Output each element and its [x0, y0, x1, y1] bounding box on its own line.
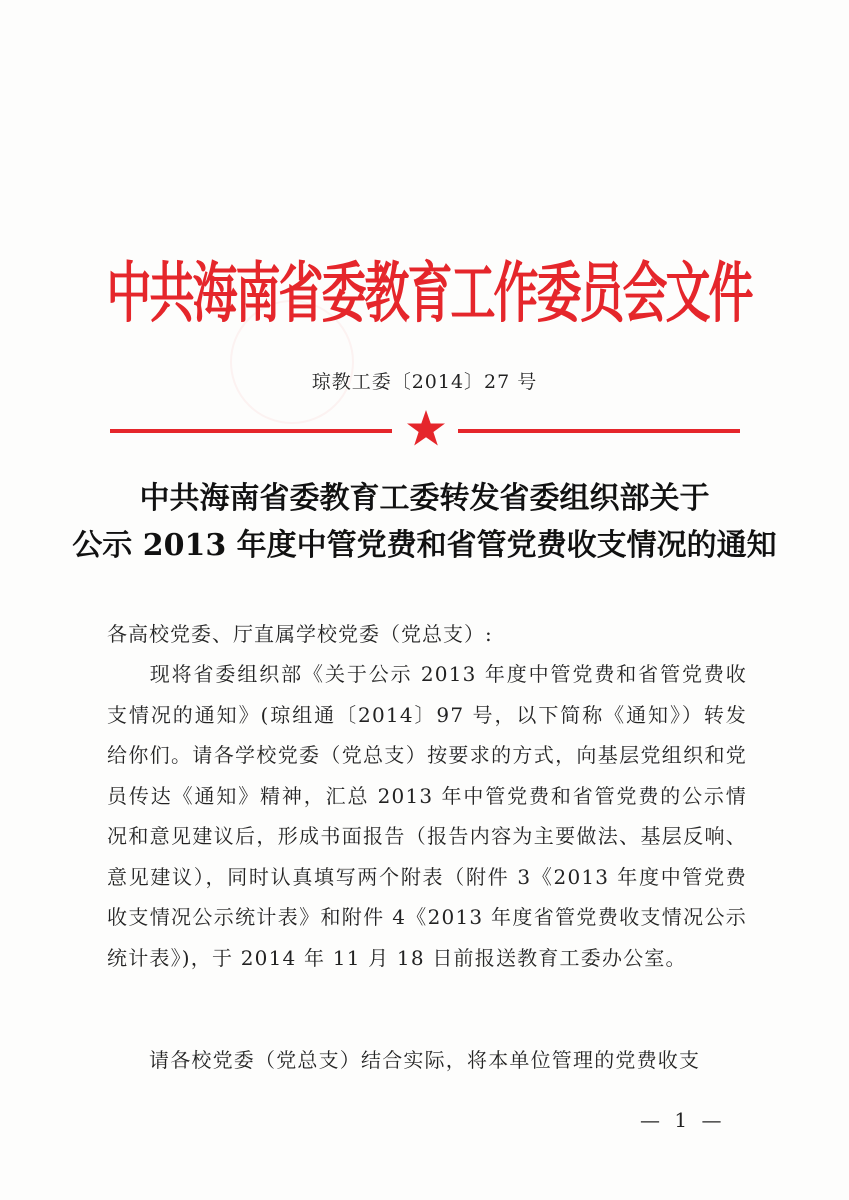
document-title-line-2: 公示 2013 年度中管党费和省管党费收支情况的通知 [72, 528, 777, 563]
paragraph-1-text: 现将省委组织部《关于公示 2013 年度中管党费和省管党费收支情况的通知》(琼组通〔2014〕97 号，以下简称《通知》）转发给你们。请各学校党委（党总支）按要求的方式，向基层党组织和党员传达《通知》精神，汇总 2013 年中管党费和省管党费的公示情况和意见建议后，形成书面报告（报告内容为主要做法、基层反响、意见建议），同时认真填写两个附表（附件 3《2013 年度中管党费收支情况公示统计表》和附件 4《2013 年度省管党费收支情况公示统计表》)，于 2014 年 11 月 18 日前报送教育工委办公室。 [107, 662, 747, 970]
paragraph-2-text: 请各校党委（党总支）结合实际，将本单位管理的党费收支 [149, 1048, 701, 1072]
red-divider [110, 424, 740, 454]
divider-line-right [458, 429, 740, 433]
star-icon [406, 408, 446, 448]
document-number: 琼教工委〔2014〕27 号 [311, 371, 538, 393]
page-number: — 1 — [640, 1108, 726, 1132]
document-title-line-1: 中共海南省委教育工委转发省委组织部关于 [139, 481, 710, 516]
divider-line-left [110, 429, 392, 433]
organization-header: 中共海南省委教育工作委员会文件 [106, 254, 752, 332]
salutation: 各高校党委、厅直属学校党委（党总支）: [107, 622, 493, 646]
body-paragraph-2 [107, 1040, 747, 1081]
body-paragraph-1 [107, 654, 747, 978]
